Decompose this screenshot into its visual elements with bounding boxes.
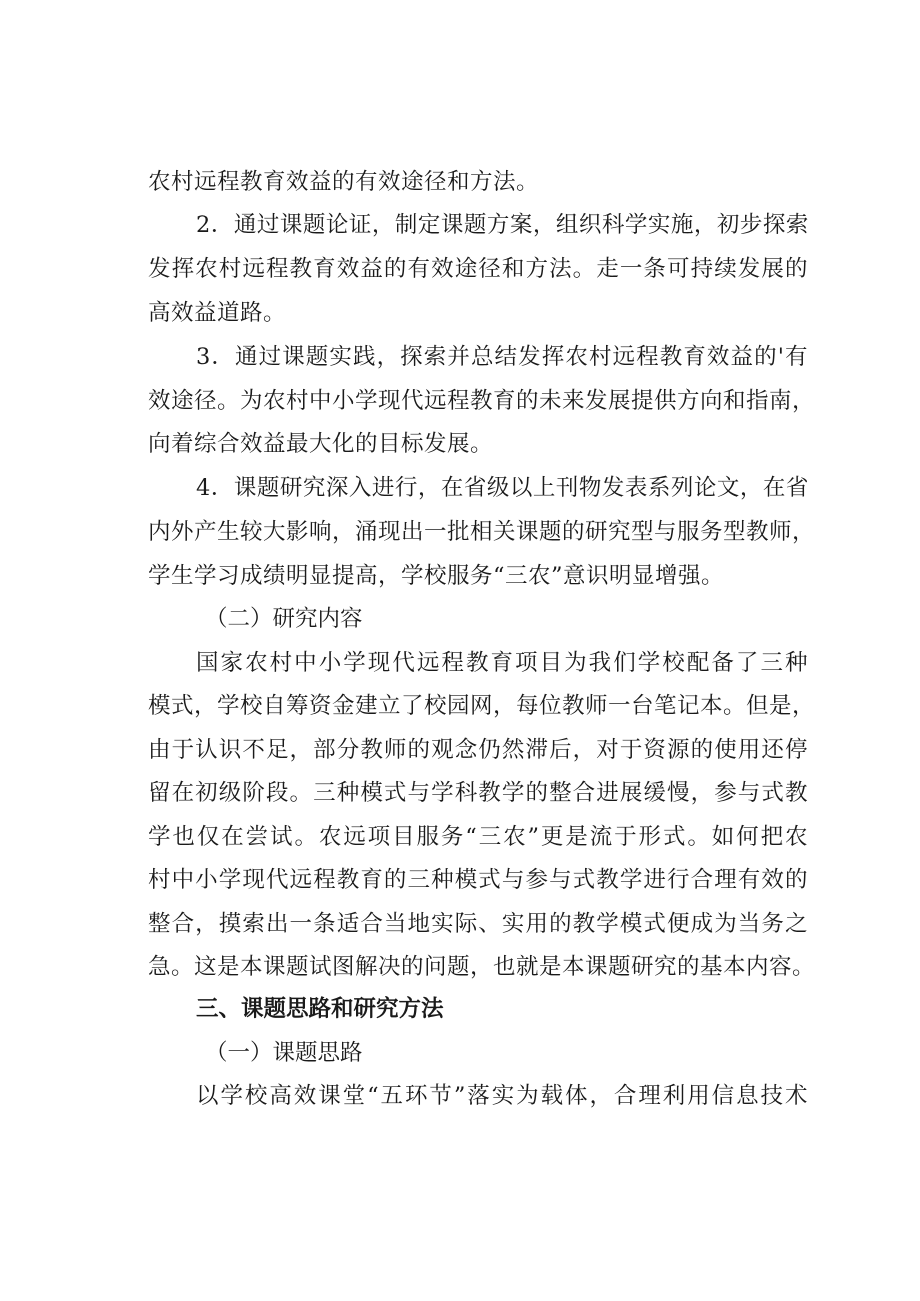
paragraph-line: 以学校高效课堂“五环节”落实为载体，合理利用信息技术 — [196, 1083, 808, 1109]
paragraph-line: 发挥农村远程教育效益的有效途径和方法。走一条可持续发展的 — [148, 256, 808, 282]
subheading-research-content: （二）研究内容 — [205, 606, 363, 632]
paragraph-line: 由于认识不足，部分教师的观念仍然滞后，对于资源的使用还停 — [148, 737, 808, 763]
paragraph-line: 国家农村中小学现代远程教育项目为我们学校配备了三种 — [196, 650, 808, 676]
paragraph-line: 内外产生较大影响，涌现出一批相关课题的研究型与服务型教师， — [148, 519, 816, 545]
paragraph-line: 2．通过课题论证，制定课题方案，组织科学实施，初步探索 — [196, 212, 809, 238]
paragraph-line: 农村远程教育效益的有效途径和方法。 — [148, 169, 540, 195]
paragraph-line: 模式，学校自筹资金建立了校园网，每位教师一台笔记本。但是， — [148, 693, 816, 719]
paragraph-line: 村中小学现代远程教育的三种模式与参与式教学进行合理有效的 — [148, 867, 808, 893]
section-heading: 三、课题思路和研究方法 — [196, 996, 444, 1022]
paragraph-line: 留在初级阶段。三种模式与学科教学的整合进展缓慢，参与式教 — [148, 780, 808, 806]
subheading-research-idea: （一）课题思路 — [205, 1040, 363, 1066]
paragraph-line: 向着综合效益最大化的目标发展。 — [148, 431, 494, 457]
paragraph-line: 整合，摸索出一条适合当地实际、实用的教学模式便成为当务之 — [148, 911, 808, 937]
paragraph-line: 3．通过课题实践，探索并总结发挥农村远程教育效益的'有 — [196, 344, 808, 370]
paragraph-line: 学也仅在尝试。农远项目服务“三农”更是流于形式。如何把农 — [148, 824, 808, 850]
paragraph-line: 学生学习成绩明显提高，学校服务“三农”意识明显增强。 — [148, 563, 725, 589]
paragraph-line: 4．课题研究深入进行，在省级以上刊物发表系列论文，在省 — [196, 475, 809, 501]
paragraph-line: 效途径。为农村中小学现代远程教育的未来发展提供方向和指南， — [148, 388, 816, 414]
paragraph-line: 急。这是本课题试图解决的问题，也就是本课题研究的基本内容。 — [148, 954, 816, 980]
paragraph-line: 高效益道路。 — [148, 300, 287, 326]
